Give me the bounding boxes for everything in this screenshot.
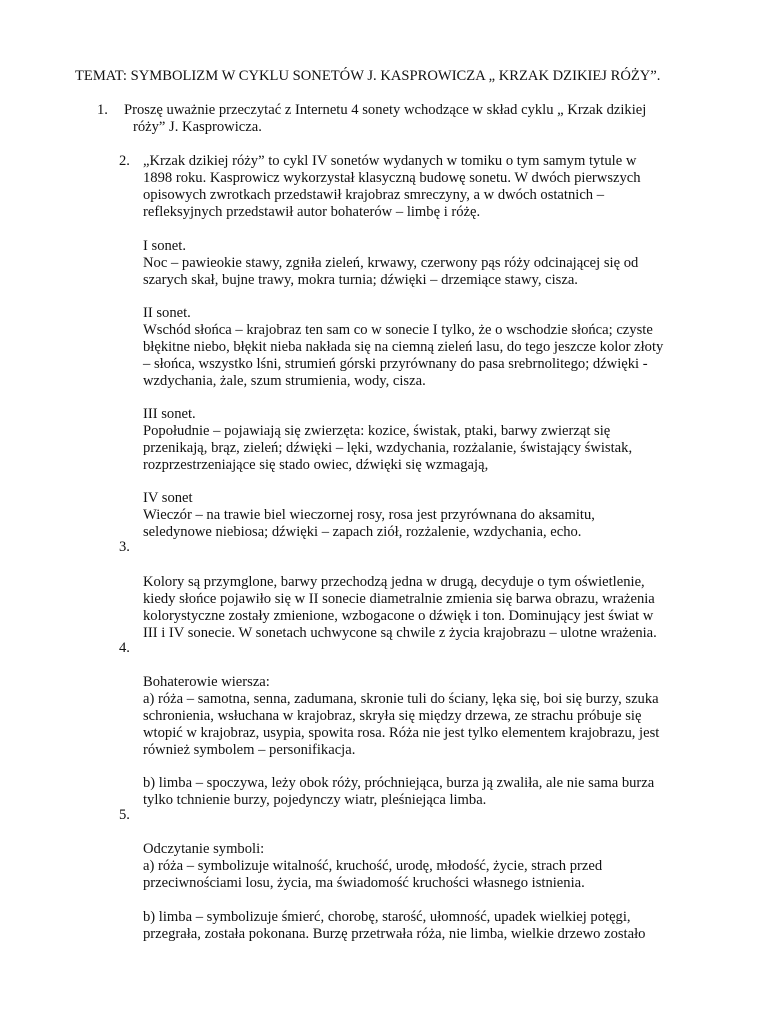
item-2-line: „Krzak dzikiej róży” to cykl IV sonetów wydanych w tomiku o tym samym tytule w	[143, 153, 637, 169]
sonnet-3-line: Popołudnie – pojawiają się zwierzęta: kozice, świstak, ptaki, barwy zwierząt się	[143, 423, 611, 439]
item-4-rose-line: schronienia, wsłuchana w krajobraz, skryła się między drzewa, ze strachu próbuje się	[143, 708, 642, 724]
item-4-rose-line: również symbolem – personifikacja.	[143, 742, 356, 758]
item-2-number: 2.	[119, 153, 130, 169]
item-3-line: Kolory są przymglone, barwy przechodzą jedna w drugą, decyduje o tym oświetlenie,	[143, 574, 645, 590]
sonnet-2-line: błękitne niebo, błękit nieba nakłada się na ciemną zieleń lasu, do tego jeszcze kolor złoty	[143, 339, 664, 355]
sonnet-1-line: Noc – pawieokie stawy, zgniła zieleń, krwawy, czerwony pąs róży odcinającej się od	[143, 255, 639, 271]
item-1-number: 1.	[97, 102, 108, 118]
sonnet-3-heading: III sonet.	[143, 406, 196, 422]
item-5-limba-line: b) limba – symbolizuje śmierć, chorobę, starość, ułomność, upadek wielkiej potęgi,	[143, 909, 631, 925]
sonnet-2-line: wzdychania, żale, szum strumienia, wody, cisza.	[143, 373, 426, 389]
item-4-rose-line: a) róża – samotna, senna, zadumana, skronie tuli do ściany, lęka się, boi się burzy, szuka	[143, 691, 659, 707]
item-5-heading: Odczytanie symboli:	[143, 841, 265, 857]
sonnet-2-heading: II sonet.	[143, 305, 191, 321]
item-1-line-1: Proszę uważnie przeczytać z Internetu 4 sonety wchodzące w skład cyklu „ Krzak dzikiej	[124, 102, 647, 118]
item-3-number: 3.	[119, 539, 130, 555]
item-5-limba-line: przegrała, została pokonana. Burzę przetrwała róża, nie limba, wielkie drzewo zostało	[143, 926, 646, 942]
item-4-limba-line: b) limba – spoczywa, leży obok róży, próchniejąca, burza ją zwaliła, ale nie sama burza	[143, 775, 655, 791]
sonnet-1-line: szarych skał, bujne trawy, mokra turnia; dźwięki – drzemiące stawy, cisza.	[143, 272, 578, 288]
document-title: TEMAT: SYMBOLIZM W CYKLU SONETÓW J. KASPROWICZA „ KRZAK DZIKIEJ RÓŻY”.	[75, 68, 661, 84]
sonnet-4-line: Wieczór – na trawie biel wieczornej rosy, rosa jest przyrównana do aksamitu,	[143, 507, 595, 523]
sonnet-3-line: przenikają, brąz, zieleń; dźwięki – lęki, wzdychania, rozżalanie, świstający świstak,	[143, 440, 633, 456]
item-3-line: kolorystyczne zostały zmienione, wzbogacone o dźwięk i ton. Dominujący jest świat w	[143, 608, 654, 624]
item-4-limba-line: tylko tchnienie burzy, pojedynczy wiatr, pleśniejąca limba.	[143, 792, 487, 808]
sonnet-2-line: – słońca, wszystko lśni, strumień górski przyrównany do pasa srebrnolitego; dźwięki -	[143, 356, 648, 372]
item-2-line: refleksyjnych przedstawił autor bohaterów – limbę i różę.	[143, 204, 481, 220]
item-2-line: 1898 roku. Kasprowicz wykorzystał klasyczną budowę sonetu. W dwóch pierwszych	[143, 170, 641, 186]
item-4-heading: Bohaterowie wiersza:	[143, 674, 270, 690]
sonnet-4-heading: IV sonet	[143, 490, 193, 506]
item-1-line-2: róży” J. Kasprowicza.	[133, 119, 262, 135]
sonnet-2-line: Wschód słońca – krajobraz ten sam co w sonecie I tylko, że o wschodzie słońca; czyste	[143, 322, 653, 338]
sonnet-4-line: seledynowe niebiosa; dźwięki – zapach ziół, rozżalenie, wzdychania, echo.	[143, 524, 582, 540]
sonnet-1-heading: I sonet.	[143, 238, 186, 254]
item-5-number: 5.	[119, 807, 130, 823]
item-5-rose-line: a) róża – symbolizuje witalność, kruchość, urodę, młodość, życie, strach przed	[143, 858, 603, 874]
sonnet-3-line: rozprzestrzeniające się stado owiec, dźwięki się wzmagają,	[143, 457, 489, 473]
item-3-line: III i IV sonecie. W sonetach uchwycone są chwile z życia krajobrazu – ulotne wrażenia.	[143, 625, 657, 641]
item-3-line: kiedy słońce pojawiło się w II sonecie diametralnie zmienia się barwa obrazu, wrażenia	[143, 591, 655, 607]
item-4-number: 4.	[119, 640, 130, 656]
item-4-rose-line: wtopić w krajobraz, usypia, spowita rosa. Róża nie jest tylko elementem krajobrazu, jest	[143, 725, 660, 741]
item-2-line: opisowych zwrotkach przedstawił krajobraz smreczyny, a w dwóch ostatnich –	[143, 187, 605, 203]
item-5-rose-line: przeciwnościami losu, życia, ma świadomość kruchości własnego istnienia.	[143, 875, 585, 891]
